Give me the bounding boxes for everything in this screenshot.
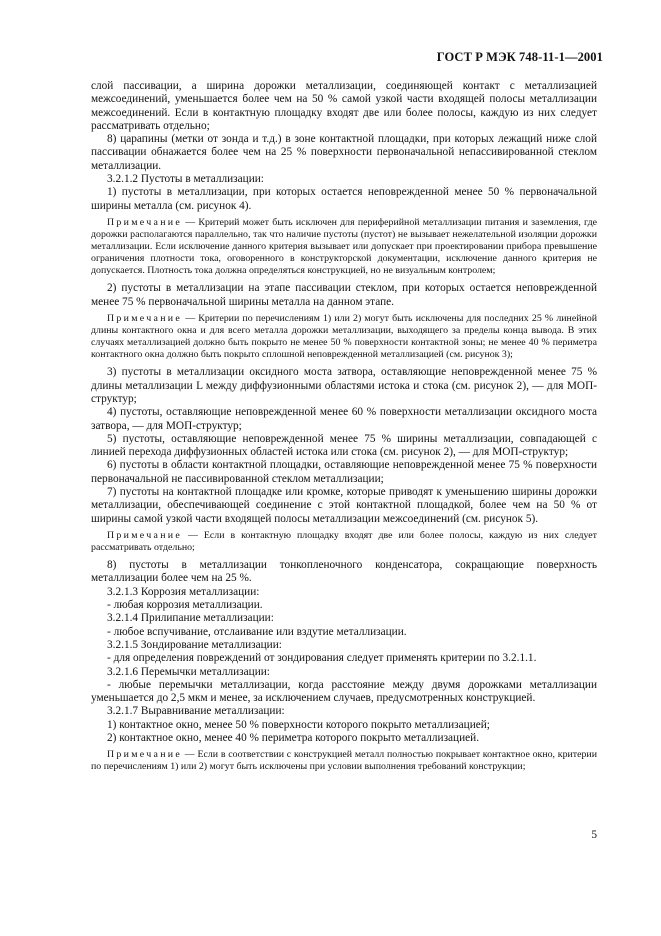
page-number: 5	[591, 829, 597, 841]
note	[91, 530, 597, 554]
paragraph: 6) пустоты в области контактной площадки, оставляющие неповрежденной менее 75 % поверхности первоначальной не пассивированной стеклом металлизации;	[91, 459, 597, 485]
section-heading: 3.2.1.7 Выравнивание металлизации:	[107, 705, 285, 718]
note	[91, 313, 597, 361]
note	[91, 749, 597, 773]
section-heading: 3.2.1.5 Зондирование металлизации:	[107, 638, 282, 651]
paragraph: 8) царапины (метки от зонда и т.д.) в зоне контактной площадки, при которых лежащий ниже слой пассивации обнажается более чем на 25 % поверхности первоначальной непассивированной стеклом металлизации.	[91, 133, 597, 172]
section-heading: 3.2.1.2 Пустоты в металлизации:	[107, 173, 264, 186]
list-item: - для определения повреждений от зондирования следует применять критерии по 3.2.1.1.	[107, 652, 537, 665]
note-text: — Если в контактную площадку входят две или более полосы, каждую из них следует рассматривать отдельно;	[91, 529, 597, 554]
list-item: - любая коррозия металлизации.	[107, 599, 263, 612]
note-text: — Критерий может быть исключен для периферийной металлизации питания и заземления, где дорожки располагаются параллельно, так что наличие пустоты (пустот) не вызывает нежелательной изоляции дорожки металлизации. Если исключение данного критерия вызывает или допускает при проектировании прибора превышение ограничения плотности тока, оговоренного в конструкторской документации, исключение данного критерия не допускается. Плотность тока должна определяться конструкцией, но не визуальным контролем;	[91, 216, 597, 277]
section-heading: 3.2.1.4 Прилипание металлизации:	[107, 612, 274, 625]
paragraph: слой пассивации, а ширина дорожки металлизации, соединяющей контакт с металлизацией межсоединений, уменьшается более чем на 50 % самой узкой части входящей полосы металлизации межсоединений. Если в контактную площадку входят две или более полосы, каждую из них следует рассматривать отдельно;	[91, 80, 597, 132]
note-label: Примечание	[107, 216, 183, 228]
paragraph: 5) пустоты, оставляющие неповрежденной менее 75 % ширины металлизации, совпадающей с линией перехода диффузионных областей истока или стока (см. рисунок 2), — для МОП-структур;	[91, 432, 597, 459]
section-heading: 3.2.1.6 Перемычки металлизации:	[107, 665, 270, 678]
list-item: 1) контактное окно, менее 50 % поверхности которого покрыто металлизацией;	[107, 718, 490, 731]
note-text: — Критерии по перечислениям 1) или 2) могут быть исключены для последних 25 % линейной длины контактного окна и для всего металла дорожки металлизации, выходящего за пределы конца вывода. В этих случаях металлизацией должно быть покрыто не менее 50 % поверхности контактной зоны; не менее 40 % периметра контактного окна должно быть покрыто сплошной неповрежденной металлизацией (см. рисунок 3);	[91, 313, 597, 361]
paragraph: 2) пустоты в металлизации на этапе пассивации стеклом, при которых остается неповрежденной менее 75 % первоначальной ширины металла на данном этапе.	[91, 282, 597, 308]
note-text: — Если в соответствии с конструкцией металл полностью покрывает контактное окно, критерии по перечислениям 1) или 2) могут быть исключены при условии выполнения требований конструкции;	[91, 749, 597, 773]
paragraph: 8) пустоты в металлизации тонкопленочного конденсатора, сокращающие поверхность металлизации более чем на 25 %.	[91, 559, 597, 585]
list-item: 2) контактное окно, менее 40 % периметра которого покрыто металлизацией.	[107, 732, 480, 745]
paragraph: 4) пустоты, оставляющие неповрежденной менее 60 % поверхности металлизации оксидного моста затвора, — для МОП-структур;	[91, 406, 597, 432]
note-label: Примечание	[107, 749, 183, 761]
note-label: Примечание	[107, 313, 183, 325]
section-heading: 3.2.1.3 Коррозия металлизации:	[107, 585, 260, 598]
note	[91, 217, 597, 277]
paragraph: 1) пустоты в металлизации, при которых остается неповрежденной менее 50 % первоначальной ширины металла (см. рисунок 4).	[91, 186, 597, 212]
list-item: - любые перемычки металлизации, когда расстояние между двумя дорожками металлизации уменьшается до 2,5 мкм и менее, за исключением случаев, предусмотренных конструкцией.	[91, 678, 597, 705]
note-label: Примечание	[107, 529, 183, 541]
paragraph: 7) пустоты на контактной площадке или кромке, которые приводят к уменьшению ширины дорожки металлизации, обеспечивающей соединение с этой контактной площадкой, более чем на 50 % от ширины самой узкой части входящей полосы металлизации межсоединений (см. рисунок 5).	[91, 486, 597, 525]
list-item: - любое вспучивание, отслаивание или вздутие металлизации.	[107, 625, 407, 638]
document-body	[91, 80, 597, 779]
paragraph: 3) пустоты в металлизации оксидного моста затвора, оставляющие неповрежденной менее 75 % длины металлизации L между диффузионными областями истока и стока (см. рисунок 2), — для МОП-структур;	[91, 366, 597, 405]
standard-header: ГОСТ Р МЭК 748-11-1—2001	[436, 50, 603, 64]
